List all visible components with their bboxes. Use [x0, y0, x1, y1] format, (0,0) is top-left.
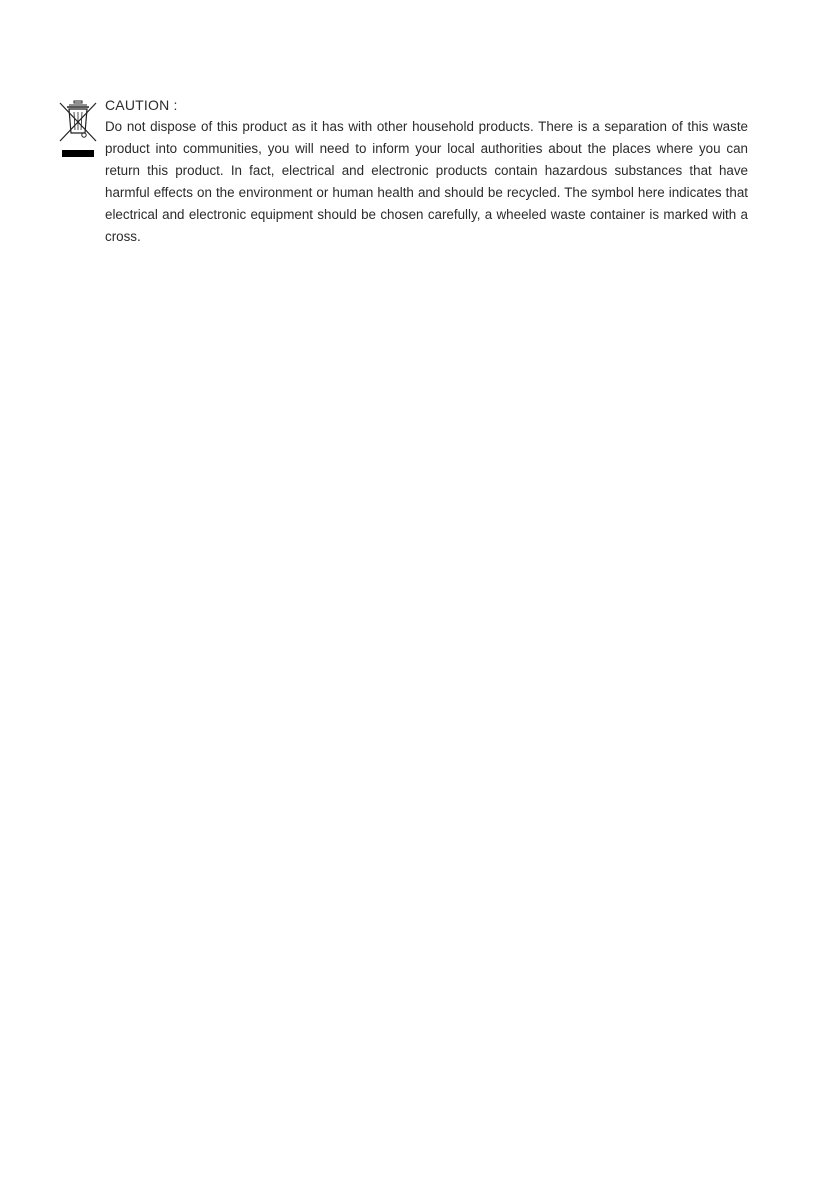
crossed-out-wheeled-bin-icon [58, 99, 98, 159]
caution-notice [105, 94, 748, 248]
caution-body-text: Do not dispose of this product as it has with other household products. There is a separation of this waste product into communities, you will need to inform your local authorities about the places where you can return this product. In fact, electrical and electronic products contain hazardous substances that have harmful effects on the environment or human health and should be recycled. The symbol here indicates that electrical and electronic equipment should be chosen carefully, a wheeled waste container is marked with a cross. [105, 119, 748, 244]
caution-title: CAUTION : [105, 97, 178, 113]
